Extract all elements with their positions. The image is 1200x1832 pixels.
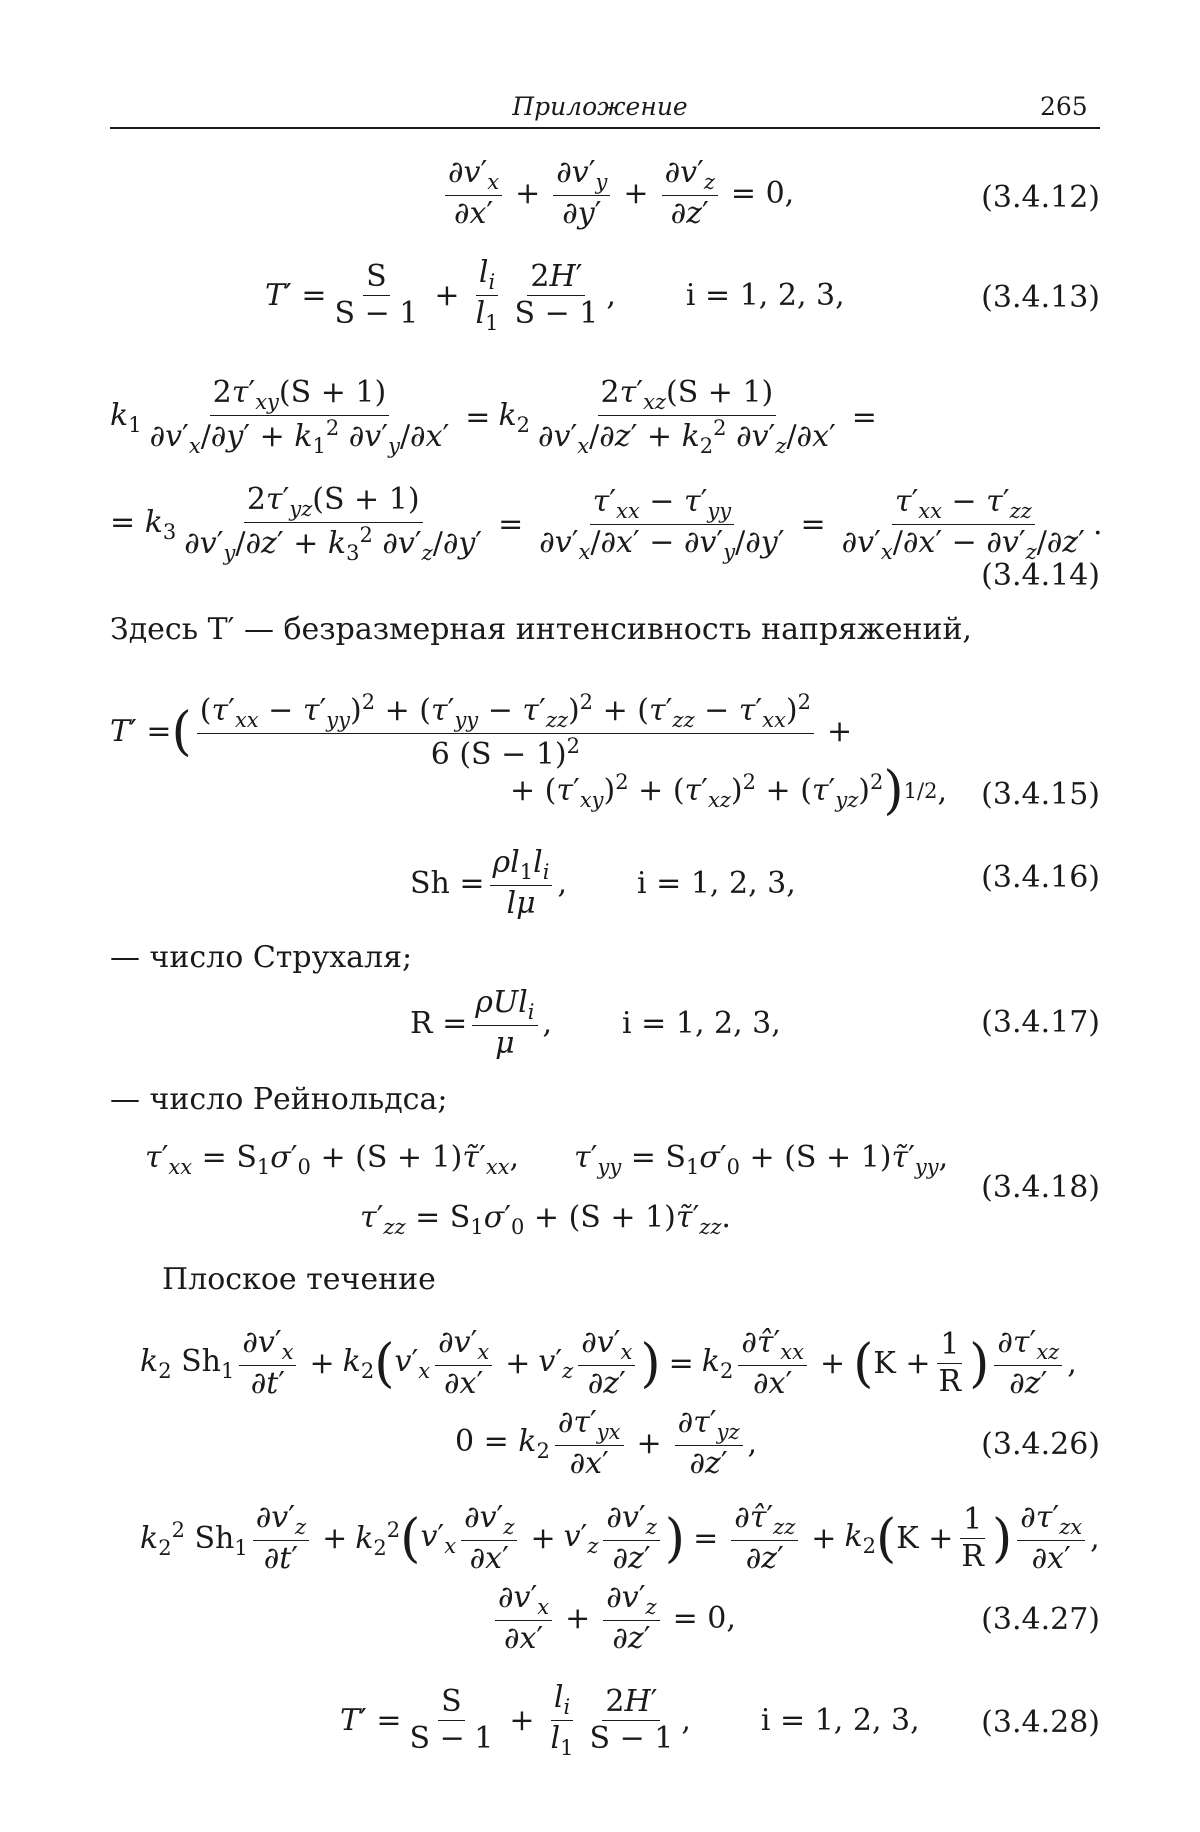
equation-3-4-16: Sh = $\frac{\rho l_1l_i}{l\mu}$ , i = 1, 2, 3, [410,845,796,922]
equation-number: (3.4.12) [981,180,1100,215]
running-head: Приложение [512,92,688,121]
equation-3-4-18-line-2: $\tau'_{zz} = S_1\sigma'_0 + (S$ + $1)\taũ'_{zz}$. [360,1200,731,1239]
index-range: i = 1, 2, 3, [685,278,845,314]
equation-3-4-17: R = $\frac{\rho Ul_i}{\mu}$ , i = 1, 2, 3, [410,985,781,1062]
equation-3-4-14-line-2: = $k_3$ $\frac{2\tau'_{yz}(S + 1)}{\partial v'_y/\partial z' + k_3^2 \partial v'_z/\partial y'}$ = $\frac{\tau'_{xx} - \tau'_{yy}}{\partial v'_x/\partial x' - \partial v'_y/\partial y'}$ = $\frac{\tau'_{xx} - \tau'_{zz}}{\partial v'_x/\partial x' - \partial v'_z/\partial z'}$ . [110,482,1103,566]
equation-3-4-18-line-1: $\tau'_{xx} = S_1\sigma'_0 + (S$ + $1)\taũ'_{xx}$, $\tau'_{yy} = S_1\sigma'_0 + (S$ + $1)\taũ'_{yy}$, [145,1140,949,1179]
equation-number: (3.4.18) [981,1170,1100,1205]
equation-3-4-28: T′ = $\frac{S}{S - 1}$ + $\frac{l_i}{l_1}$ $\frac{2H'}{S - 1}$ , i = 1, 2, 3, [340,1680,920,1761]
page-number: 265 [1040,92,1088,121]
equation-3-4-15-line-2: + $(\tau'_{xy})^2 + (\tau'_{xz})^2 + (\tau'_{yz})^2$ ) 1/2 , [510,761,947,821]
index-range: i = 1, 2, 3, [622,1006,781,1042]
equation-number: (3.4.14) [981,558,1100,593]
header-rule [110,127,1100,129]
equation-number: (3.4.26) [981,1427,1100,1462]
paragraph-text: — число Струхаля; [110,940,413,975]
equation-3-4-27-line-1: $k_2^2$ $Sh_1$ $\frac{\partial v'_z}{\partial t'}$ + $k_2^2$ ( $v'_x$ $\frac{\partial v'_z}{\partial x'}$ + $v'_z$ $\frac{\partial v'_z}{\partial z'}$ ) = $\frac{\partial\taû'_{zz}}{\partial z'}$ + $k_2$ ( K + $\frac{1}{R}$ ) $\frac{\partial\tau'_{zx}}{\partial x'}$ , [140,1500,1100,1577]
equation-3-4-13: T′ = $\frac{S}{S - 1}$ + $\frac{l_i}{l_1}$ $\frac{2H'}{S - 1}$ , i = 1, 2, 3, [265,255,845,336]
equation-number: (3.4.17) [981,1005,1100,1040]
equation-3-4-26-line-2: $0 = k_2$ $\frac{\partial\tau'_{yx}}{\partial x'}$ + $\frac{\partial\tau'_{yz}}{\partial z'}$ , [455,1405,758,1482]
index-range: i = 1, 2, 3, [637,866,796,902]
equation-number: (3.4.27) [981,1602,1100,1637]
equation-3-4-12: $\frac{\partial v'_x}{\partial x'}$ + $\frac{\partial v'_y}{\partial y'}$ + $\frac{\partial v'_z}{\partial z'}$ = 0, [440,155,802,232]
equation-number: (3.4.28) [981,1705,1100,1740]
equation-number: (3.4.16) [981,860,1100,895]
equation-3-4-26-line-1: $k_2$ $Sh_1$ $\frac{\partial v'_x}{\partial t'}$ + $k_2$ ( $v'_x$ $\frac{\partial v'_x}{\partial x'}$ + $v'_z$ $\frac{\partial v'_x}{\partial z'}$ ) = $k_2$ $\frac{\partial\taû'_{xx}}{\partial x'}$ + ( K + $\frac{1}{R}$ ) $\frac{\partial\tau'_{xz}}{\partial z'}$ , [140,1325,1077,1402]
equation-3-4-27-line-2: $\frac{\partial v'_x}{\partial x'}$ + $\frac{\partial v'_z}{\partial z'}$ = 0, [490,1580,744,1657]
equation-3-4-15-line-1: T′ = ( $\frac{(\tau'_{xx} - \tau'_{yy})^2 + (\tau'_{yy} - \tau'_{zz})^2 + (\tau'_{zz} - \tau'_{xx})^2}{6 (S - 1)^2}$ + [110,690,853,773]
equation-number: (3.4.15) [981,777,1100,812]
paragraph-text: Здесь T′ — безразмерная интенсивность напряжений, [110,612,972,647]
paragraph-text: — число Рейнольдса; [110,1082,448,1117]
index-range: i = 1, 2, 3, [760,1703,920,1739]
paragraph-text: Плоское течение [162,1262,436,1297]
equation-number: (3.4.13) [981,280,1100,315]
equation-3-4-14-line-1: $k_1$ $\frac{2\tau'_{xy}(S + 1)}{\partial v'_x/\partial y' + k_1^2 \partial v'_y/\partial x'}$ = $k_2$ $\frac{2\tau'_{xz}(S + 1)}{\partial v'_x/\partial z' + k_2^2 \partial v'_z/\partial x'}$ = [110,375,877,459]
